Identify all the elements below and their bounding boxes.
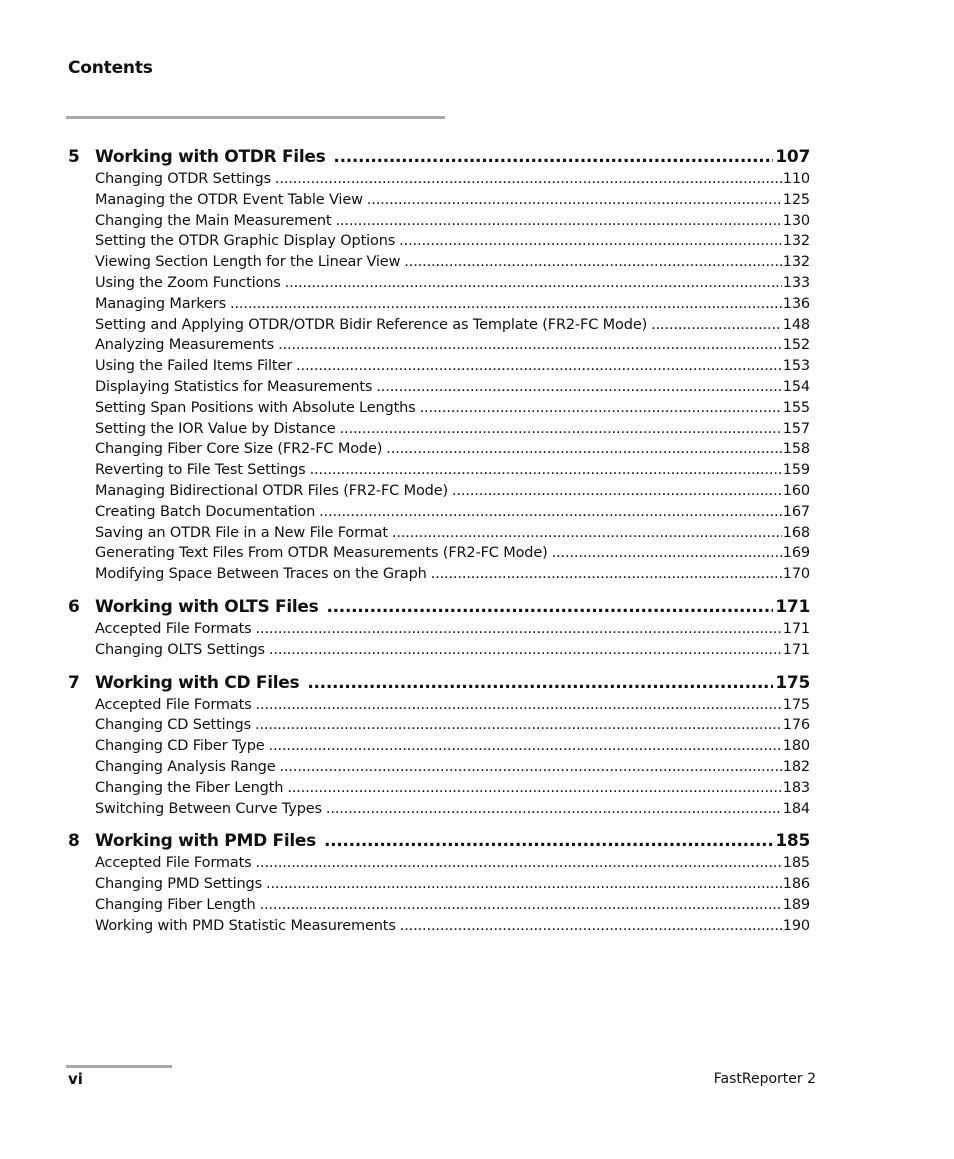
entry-page-number: 189 [782, 896, 810, 913]
toc-entry-link[interactable] [95, 233, 810, 254]
toc-entry-link[interactable] [95, 213, 810, 234]
entry-title: Setting Span Positions with Absolute Lengths [95, 399, 416, 416]
toc-entry-link[interactable] [95, 717, 810, 738]
toc-entry-link[interactable] [95, 462, 810, 483]
toc-entry-link[interactable] [95, 400, 810, 421]
table-of-contents [68, 147, 810, 949]
entry-page-number: 152 [782, 337, 810, 354]
entry-title: Accepted File Formats [95, 620, 252, 637]
dot-leader [340, 421, 782, 437]
entry-title: Managing Markers [95, 295, 226, 312]
dot-leader [260, 897, 782, 913]
toc-entry-link[interactable] [95, 855, 810, 876]
entry-page-number: 110 [782, 171, 810, 187]
chapter-heading-link[interactable] [68, 673, 810, 697]
entry-page-number: 171 [782, 620, 810, 637]
chapter-title: Working with OTDR Files [95, 147, 326, 167]
dot-leader [386, 441, 782, 457]
entry-title: Viewing Section Length for the Linear View [95, 254, 401, 271]
dot-leader [392, 525, 782, 541]
toc-entry-link[interactable] [95, 545, 810, 566]
dot-leader [279, 759, 781, 775]
dot-leader [326, 597, 773, 617]
chapter-title: Working with CD Files [95, 672, 300, 693]
toc-entry-link[interactable] [95, 296, 810, 317]
chapter-entries [95, 621, 810, 663]
entry-title: Changing CD Fiber Type [95, 738, 265, 755]
toc-entry-link[interactable] [95, 621, 810, 642]
dot-leader [376, 379, 781, 395]
toc-entry-link[interactable] [95, 171, 810, 192]
entry-title: Setting the IOR Value by Distance [95, 420, 336, 437]
entry-page-number: 185 [782, 855, 810, 872]
toc-entry-link[interactable] [95, 421, 810, 442]
footer-page-number: vi [68, 1070, 83, 1088]
dot-leader [651, 317, 782, 333]
entry-page-number: 183 [782, 779, 810, 796]
dot-leader [335, 213, 781, 229]
dot-leader [256, 621, 782, 637]
entry-title: Generating Text Files From OTDR Measurements (FR2-FC Mode) [95, 545, 548, 562]
dot-leader [310, 462, 782, 478]
dot-leader [230, 296, 782, 312]
toc-entry-link[interactable] [95, 337, 810, 358]
toc-entry-link[interactable] [95, 738, 810, 759]
chapter-number: 8 [68, 831, 80, 852]
entry-title: Working with PMD Statistic Measurements [95, 917, 396, 934]
footer-divider [66, 1065, 172, 1068]
entry-page-number: 182 [782, 758, 810, 775]
entry-title: Changing the Fiber Length [95, 779, 284, 796]
entry-page-number: 171 [782, 641, 810, 658]
entry-page-number: 159 [782, 462, 810, 479]
entry-title: Modifying Space Between Traces on the Graph [95, 566, 427, 583]
chapter-entries [95, 171, 810, 587]
chapter-entries [95, 697, 810, 822]
dot-leader [296, 358, 782, 374]
entry-title: Accepted File Formats [95, 696, 252, 713]
entry-page-number: 153 [782, 358, 810, 375]
entry-page-number: 158 [782, 441, 810, 458]
entry-page-number: 176 [782, 717, 810, 734]
entry-title: Changing Fiber Core Size (FR2-FC Mode) [95, 441, 383, 458]
chapter-number: 5 [68, 147, 80, 167]
dot-leader [324, 831, 773, 851]
dot-leader [269, 642, 782, 658]
toc-chapter [68, 831, 810, 938]
chapter-heading-link[interactable] [68, 147, 810, 171]
entry-page-number: 132 [782, 233, 810, 250]
entry-page-number: 184 [782, 800, 810, 817]
toc-entry-link[interactable] [95, 780, 810, 801]
toc-entry-link[interactable] [95, 254, 810, 275]
entry-page-number: 157 [782, 420, 810, 437]
entry-title: Switching Between Curve Types [95, 800, 322, 817]
toc-entry-link[interactable] [95, 801, 810, 822]
dot-leader [400, 918, 782, 934]
toc-entry-link[interactable] [95, 876, 810, 897]
dot-leader [420, 400, 782, 416]
entry-title: Accepted File Formats [95, 855, 252, 872]
entry-page-number: 175 [782, 696, 810, 713]
toc-entry-link[interactable] [95, 358, 810, 379]
entry-title: Reverting to File Test Settings [95, 462, 306, 479]
entry-page-number: 154 [782, 378, 810, 395]
dot-leader [552, 545, 782, 561]
toc-entry-link[interactable] [95, 192, 810, 213]
dot-leader [256, 855, 782, 871]
entry-title: Changing CD Settings [95, 717, 251, 734]
entry-title: Changing OLTS Settings [95, 641, 265, 658]
dot-leader [333, 147, 773, 167]
entry-page-number: 148 [782, 316, 810, 333]
dot-leader [285, 275, 782, 291]
toc-entry-link[interactable] [95, 642, 810, 663]
entry-title: Setting and Applying OTDR/OTDR Bidir Reference as Template (FR2-FC Mode) [95, 316, 648, 333]
toc-entry-link[interactable] [95, 897, 810, 918]
toc-chapter [68, 147, 810, 587]
toc-entry-link[interactable] [95, 525, 810, 546]
chapter-title: Working with OLTS Files [95, 596, 319, 617]
toc-entry-link[interactable] [95, 275, 810, 296]
chapter-heading-link[interactable] [68, 831, 810, 855]
chapter-heading-link[interactable] [68, 597, 810, 621]
chapter-page-number: 171 [775, 596, 810, 617]
entry-page-number: 133 [782, 274, 810, 291]
page-title: Contents [68, 58, 153, 78]
entry-page-number: 160 [782, 482, 810, 499]
entry-page-number: 168 [782, 524, 810, 541]
entry-page-number: 125 [782, 191, 810, 208]
toc-entry-link[interactable] [95, 483, 810, 504]
entry-page-number: 190 [782, 917, 810, 934]
dot-leader [367, 192, 782, 208]
chapter-page-number: 185 [775, 831, 810, 852]
chapter-page-number: 107 [775, 147, 810, 167]
toc-entry-link[interactable] [95, 379, 810, 400]
entry-title: Using the Failed Items Filter [95, 358, 293, 375]
entry-title: Using the Zoom Functions [95, 274, 281, 291]
dot-leader [307, 673, 773, 693]
entry-title: Changing PMD Settings [95, 876, 262, 893]
entry-title: Displaying Statistics for Measurements [95, 378, 373, 395]
dot-leader [275, 171, 782, 187]
chapter-number: 6 [68, 596, 80, 617]
entry-title: Saving an OTDR File in a New File Format [95, 524, 388, 541]
dot-leader [452, 483, 782, 499]
chapter-number: 7 [68, 672, 80, 693]
toc-entry-link[interactable] [95, 759, 810, 780]
toc-chapter [68, 673, 810, 822]
entry-title: Changing Analysis Range [95, 758, 276, 775]
entry-page-number: 155 [782, 399, 810, 416]
dot-leader [266, 876, 782, 892]
entry-title: Managing Bidirectional OTDR Files (FR2-FC Mode) [95, 482, 449, 499]
entry-title: Setting the OTDR Graphic Display Options [95, 233, 396, 250]
entry-page-number: 167 [782, 503, 810, 520]
dot-leader [431, 566, 782, 582]
entry-title: Creating Batch Documentation [95, 503, 316, 520]
dot-leader [256, 697, 782, 713]
toc-chapter [68, 597, 810, 663]
toc-entry-link[interactable] [95, 697, 810, 718]
dot-leader [287, 780, 781, 796]
dot-leader [319, 504, 782, 520]
dot-leader [255, 717, 782, 733]
entry-page-number: 169 [782, 545, 810, 562]
chapter-title: Working with PMD Files [95, 831, 316, 852]
dot-leader [269, 738, 782, 754]
dot-leader [326, 801, 782, 817]
footer-document-title: FastReporter 2 [713, 1071, 816, 1087]
entry-page-number: 170 [782, 566, 810, 583]
toc-entry-link[interactable] [95, 504, 810, 525]
entry-title: Changing OTDR Settings [95, 171, 271, 187]
toc-entry-link[interactable] [95, 566, 810, 587]
heading-divider [66, 116, 445, 119]
entry-page-number: 180 [782, 738, 810, 755]
toc-entry-link[interactable] [95, 441, 810, 462]
dot-leader [278, 337, 782, 353]
entry-title: Changing the Main Measurement [95, 212, 332, 229]
entry-page-number: 132 [782, 254, 810, 271]
dot-leader [399, 233, 782, 249]
entry-page-number: 136 [782, 295, 810, 312]
toc-entry-link[interactable] [95, 918, 810, 939]
chapter-page-number: 175 [775, 672, 810, 693]
entry-page-number: 130 [782, 212, 810, 229]
entry-title: Managing the OTDR Event Table View [95, 191, 363, 208]
entry-title: Analyzing Measurements [95, 337, 275, 354]
entry-title: Changing Fiber Length [95, 896, 256, 913]
chapter-entries [95, 855, 810, 938]
dot-leader [404, 254, 781, 270]
toc-entry-link[interactable] [95, 317, 810, 338]
entry-page-number: 186 [782, 876, 810, 893]
